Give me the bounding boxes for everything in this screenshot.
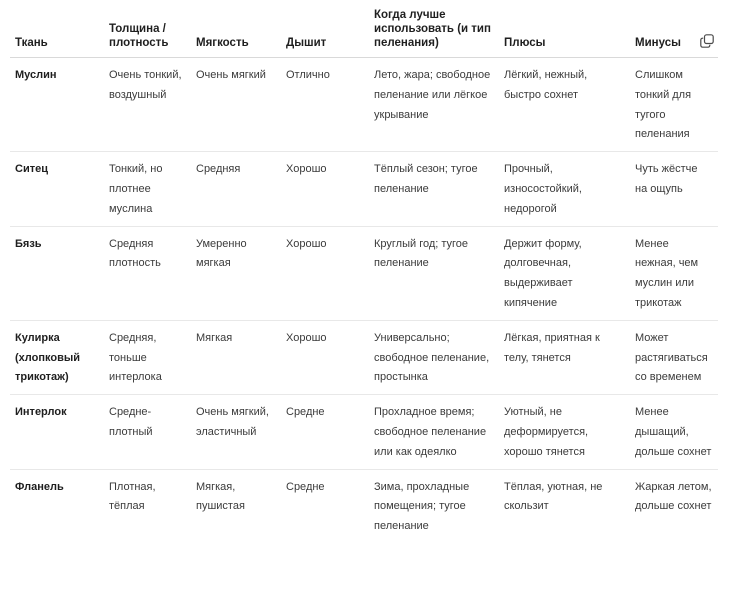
- table-row: [10, 395, 718, 469]
- cell-fabric: Фланель: [15, 480, 64, 493]
- cell-cons: Слишком тонкий для тугого пеленания: [630, 58, 718, 152]
- cell-softness: Очень мягкий, эластичный: [191, 395, 281, 469]
- cell-when-to-use: Лето, жара; свободное пеленание или лёгкое укрывание: [369, 58, 499, 152]
- header-breathes: Дышит: [281, 0, 369, 58]
- cell-breathes: Отлично: [281, 58, 369, 152]
- cell-fabric: Муслин: [10, 58, 104, 152]
- cell-pros: Лёгкая, приятная к телу, тянется: [499, 320, 630, 394]
- copy-icon[interactable]: [700, 34, 716, 50]
- header-cons-label: Минусы: [635, 37, 681, 49]
- header-pros: Плюсы: [499, 0, 630, 58]
- cell-softness: Средняя: [191, 152, 281, 226]
- cell-fabric: Интерлок: [10, 395, 104, 469]
- cell-pros: Держит форму, долговечная, выдерживает кипячение: [499, 226, 630, 320]
- cell-fabric: Ситец: [10, 152, 104, 226]
- cell-pros: Уютный, не деформируется, хорошо тянется: [499, 395, 630, 469]
- cell-fabric: Бязь: [10, 226, 104, 320]
- cell-thickness: Тонкий, но плотнее муслина: [104, 152, 191, 226]
- cell-breathes: Хорошо: [281, 226, 369, 320]
- cell-cons: Менее нежная, чем муслин или трикотаж: [630, 226, 718, 320]
- fabric-comparison-table: [10, 0, 718, 543]
- cell-breathes: Средне: [286, 480, 325, 493]
- cell-thickness: Средняя, тоньше интерлока: [104, 320, 191, 394]
- cell-breathes: Средне: [281, 395, 369, 469]
- table-row: [10, 152, 718, 226]
- table-row: [10, 469, 718, 543]
- cell-fabric: Кулирка (хлопковый трикотаж): [10, 320, 104, 394]
- cell-pros: Тёплая, уютная, не скользит: [504, 480, 603, 513]
- cell-softness: Очень мягкий: [191, 58, 281, 152]
- cell-cons: Менее дышащий, дольше сохнет: [630, 395, 718, 469]
- header-when-to-use: Когда лучше использовать (и тип пеленания): [369, 0, 499, 58]
- cell-cons: Чуть жёстче на ощупь: [630, 152, 718, 226]
- cell-breathes: Хорошо: [281, 320, 369, 394]
- header-fabric: Ткань: [10, 0, 104, 58]
- table-row: [10, 58, 718, 152]
- fabric-comparison-table-wrapper: [10, 0, 718, 543]
- cell-cons: Жаркая летом, дольше сохнет: [635, 480, 712, 513]
- table-header-row: [10, 0, 718, 58]
- cell-thickness: Плотная, тёплая: [109, 480, 156, 513]
- header-thickness: Толщина / плотность: [104, 0, 191, 58]
- cell-thickness: Очень тонкий, воздушный: [104, 58, 191, 152]
- copy-icon-svg: [700, 34, 714, 48]
- cell-when-to-use: Тёплый сезон; тугое пеленание: [369, 152, 499, 226]
- cell-when-to-use: Универсально; свободное пеленание, простынка: [369, 320, 499, 394]
- cell-softness: Мягкая: [191, 320, 281, 394]
- cell-when-to-use: Прохладное время; свободное пеленание или как одеялко: [369, 395, 499, 469]
- header-cons: [630, 0, 718, 58]
- cell-when-to-use: Круглый год; тугое пеленание: [369, 226, 499, 320]
- header-softness: Мягкость: [191, 0, 281, 58]
- cell-cons: Может растягиваться со временем: [630, 320, 718, 394]
- table-row: [10, 320, 718, 394]
- cell-softness: Мягкая, пушистая: [196, 480, 245, 513]
- cell-softness: Умеренно мягкая: [191, 226, 281, 320]
- cell-thickness: Средняя плотность: [104, 226, 191, 320]
- table-row: [10, 226, 718, 320]
- cell-when-to-use: Зима, прохладные помещения; тугое пеленание: [374, 480, 470, 533]
- cell-pros: Лёгкий, нежный, быстро сохнет: [499, 58, 630, 152]
- cell-pros: Прочный, износостойкий, недорогой: [499, 152, 630, 226]
- cell-thickness: Средне-плотный: [104, 395, 191, 469]
- cell-breathes: Хорошо: [281, 152, 369, 226]
